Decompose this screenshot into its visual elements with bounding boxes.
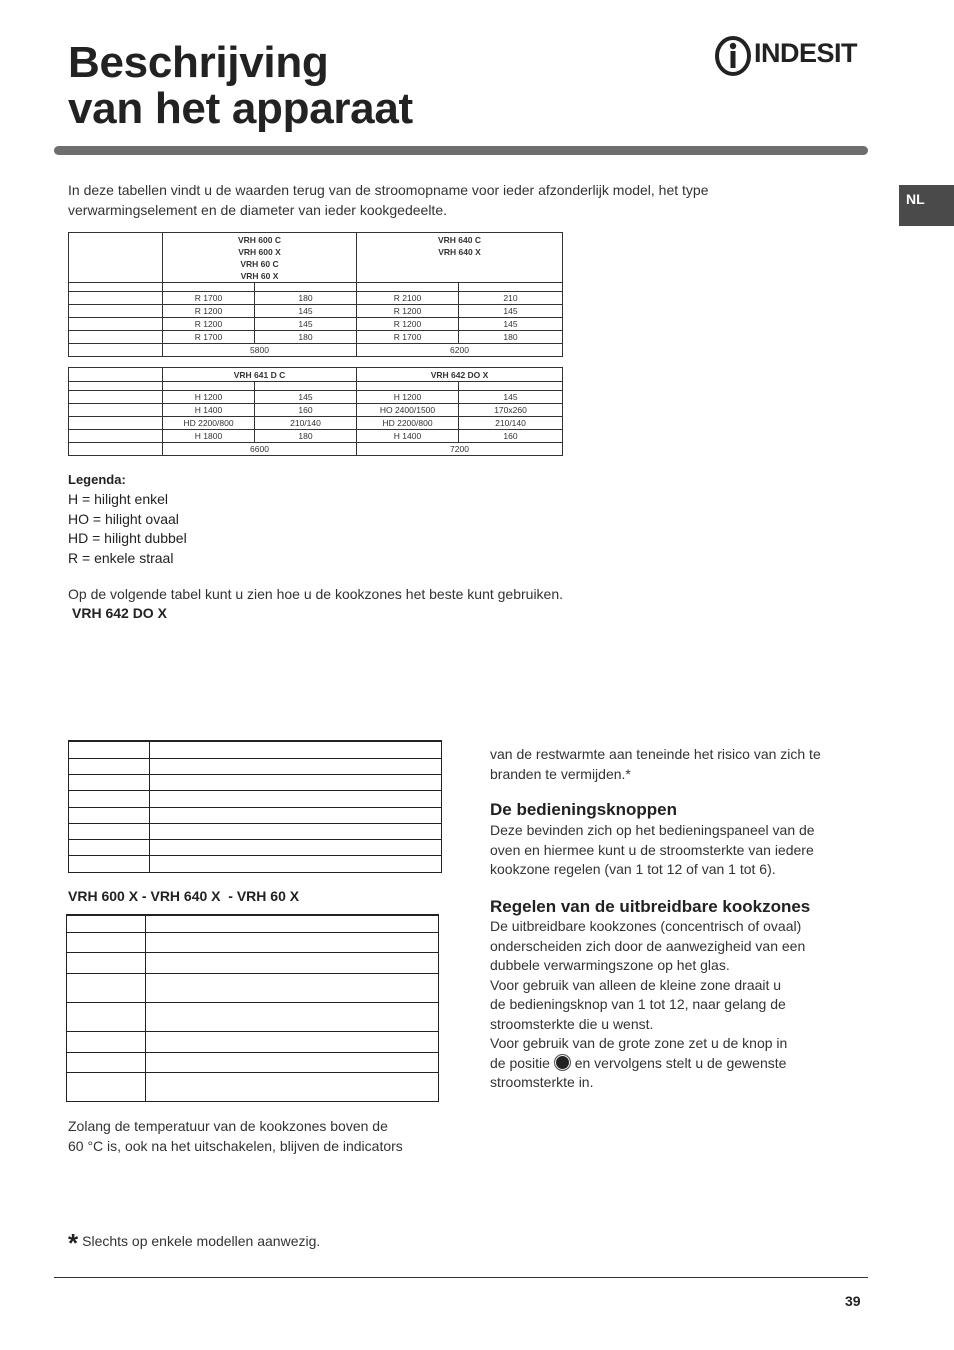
table-cell: H 1200 (163, 391, 255, 404)
power-table-1 (68, 232, 563, 357)
text-line: Voor gebruik van de grote zone zet u de knop in (490, 1035, 788, 1051)
table-cell: H 1400 (163, 404, 255, 417)
intro-line-2: verwarmingselement en de diameter van ieder kookgedeelte. (68, 201, 447, 218)
model-heading-b: VRH 600 X - VRH 640 X - VRH 60 X (68, 888, 300, 904)
table-row (69, 823, 442, 839)
table-row (69, 305, 563, 318)
legend-title: Legenda: (68, 472, 126, 487)
residual-heat-continuation (490, 745, 870, 784)
model-label: VRH 600 X (238, 247, 281, 257)
table-cell: 160 (255, 404, 357, 417)
text-line: stroomsterkte die u wenst. (490, 1015, 654, 1032)
title-line-1: Beschrijving (68, 38, 329, 87)
table-cell: 180 (255, 331, 357, 344)
title-line-2: van het apparaat (68, 84, 413, 133)
table-row (67, 1031, 439, 1052)
text-line: oven en hiermee kunt u de stroomsterkte van iedere (490, 841, 814, 858)
table-cell: 210 (459, 292, 563, 305)
model-label: VRH 600 C (238, 235, 281, 245)
legend-item: HD = hilight dubbel (68, 530, 187, 546)
table-row (69, 839, 442, 855)
table-row (69, 855, 442, 872)
text-line (490, 1054, 870, 1074)
text-line: van de restwarmte aan teneinde het risico van zich te (490, 746, 821, 762)
table-row (69, 417, 563, 430)
model-label: VRH 60 C (240, 259, 279, 269)
table-cell: 6200 (357, 344, 563, 357)
table-cell: HO 2400/1500 (357, 404, 459, 417)
table-row (67, 932, 439, 952)
table-row (69, 774, 442, 790)
brand-name: INDESIT (754, 38, 858, 68)
table-cell: H 1800 (163, 430, 255, 443)
table-row (69, 292, 563, 305)
table-cell: 145 (255, 305, 357, 318)
zone-usage-table-b (66, 914, 439, 1102)
text-line: Zolang de temperatuur van de kookzones boven de (68, 1118, 388, 1134)
model-heading-a: VRH 642 DO X (72, 605, 167, 621)
table-cell: HD 2200/800 (357, 417, 459, 430)
table2-col2-header: VRH 642 DO X (357, 368, 563, 382)
table-cell: 160 (459, 430, 563, 443)
table1-label-cell (69, 233, 163, 283)
text-line: Voor gebruik van alleen de kleine zone draait u (490, 976, 782, 993)
table-cell: 145 (255, 391, 357, 404)
page-number: 39 (845, 1293, 861, 1309)
table-cell: H 1200 (357, 391, 459, 404)
next-table-text: Op de volgende tabel kunt u zien hoe u de kookzones het beste kunt gebruiken. (68, 586, 564, 602)
zone-usage-table-a (68, 740, 442, 873)
indesit-logo-icon (714, 36, 754, 76)
table2-label-cell (69, 368, 163, 382)
table-cell: 180 (255, 430, 357, 443)
table-cell: 145 (459, 318, 563, 331)
intro-line-1: In deze tabellen vindt u de waarden terug van de stroomopname voor ieder afzonderlijk model, het type (68, 182, 709, 198)
table-cell: 210/140 (459, 417, 563, 430)
legend-item: HO = hilight ovaal (68, 510, 179, 527)
table-cell: R 1700 (163, 331, 255, 344)
table-cell: R 1200 (163, 305, 255, 318)
asterisk-icon: * (68, 1228, 79, 1258)
table-row (67, 915, 439, 932)
table-row (69, 430, 563, 443)
table-cell: 210/140 (255, 417, 357, 430)
table-cell: 170x260 (459, 404, 563, 417)
page-title (68, 40, 413, 132)
language-tab: NL (899, 185, 954, 226)
table-cell: R 2100 (357, 292, 459, 305)
table-row (69, 283, 563, 292)
text-line: de bedieningsknop van 1 tot 12, naar gelang de (490, 996, 786, 1012)
table-row (69, 790, 442, 807)
table-total-row (69, 344, 563, 357)
table1-col1-header (163, 233, 357, 283)
table-row (67, 952, 439, 973)
header-divider (54, 146, 868, 155)
table1-col2-header (357, 233, 563, 283)
table-row (67, 1002, 439, 1031)
text-line: dubbele verwarmingszone op het glas. (490, 957, 730, 973)
section-heading-zones: Regelen van de uitbreidbare kookzones (490, 897, 811, 916)
table-cell: 180 (255, 292, 357, 305)
table-cell: 180 (459, 331, 563, 344)
table-cell: 145 (459, 391, 563, 404)
legend-item: R = enkele straal (68, 549, 174, 566)
footnote-text: Slechts op enkele modellen aanwezig. (82, 1233, 321, 1249)
knob-position-icon (554, 1054, 571, 1071)
table-cell: 145 (459, 305, 563, 318)
text-line: branden te vermijden.* (490, 765, 631, 782)
table-cell: 7200 (357, 443, 563, 456)
section-heading-knobs: De bedieningsknoppen (490, 800, 678, 819)
legend-item: H = hilight enkel (68, 491, 169, 507)
text-line: Deze bevinden zich op het bedieningspaneel van de (490, 822, 815, 838)
table-cell: R 1200 (357, 318, 459, 331)
table-row (69, 331, 563, 344)
table-row (67, 973, 439, 1002)
text-fragment: de positie (490, 1054, 550, 1071)
table-cell: H 1400 (357, 430, 459, 443)
text-fragment: en vervolgens stelt u de gewenste (574, 1054, 787, 1071)
knobs-paragraph (490, 821, 870, 880)
table-row (67, 1072, 439, 1101)
table-cell: HD 2200/800 (163, 417, 255, 430)
footnote (68, 1228, 320, 1259)
table-cell: 145 (255, 318, 357, 331)
text-line: stroomsterkte in. (490, 1074, 594, 1090)
model-label: VRH 640 X (438, 247, 481, 257)
text-line: onderscheiden zich door de aanwezigheid van een (490, 937, 806, 954)
indesit-logo (714, 36, 870, 76)
table-row (69, 391, 563, 404)
footer-divider (54, 1277, 868, 1278)
power-table-2 (68, 367, 563, 456)
text-line: 60 °C is, ook na het uitschakelen, blijven de indicators (68, 1137, 403, 1154)
text-line: kookzone regelen (van 1 tot 12 of van 1 tot 6). (490, 861, 776, 877)
table-cell: R 1700 (357, 331, 459, 344)
table-cell: R 1700 (163, 292, 255, 305)
intro-paragraph (68, 181, 828, 220)
table-row (69, 758, 442, 774)
legend (68, 470, 187, 568)
table-cell: R 1200 (163, 318, 255, 331)
table-total-row (69, 443, 563, 456)
table-cell: 5800 (163, 344, 357, 357)
model-label: VRH 60 X (240, 271, 279, 281)
table-row (69, 382, 563, 391)
zones-paragraph (490, 917, 870, 1093)
table-cell: 6600 (163, 443, 357, 456)
residual-heat-paragraph (68, 1117, 448, 1156)
table-row (69, 318, 563, 331)
table-cell: R 1200 (357, 305, 459, 318)
model-label: VRH 640 C (438, 235, 481, 245)
table-row (69, 741, 442, 758)
table-row (67, 1052, 439, 1072)
text-line: De uitbreidbare kookzones (concentrisch of ovaal) (490, 918, 802, 934)
table-row (69, 404, 563, 417)
table-row (69, 807, 442, 823)
table2-col1-header: VRH 641 D C (163, 368, 357, 382)
